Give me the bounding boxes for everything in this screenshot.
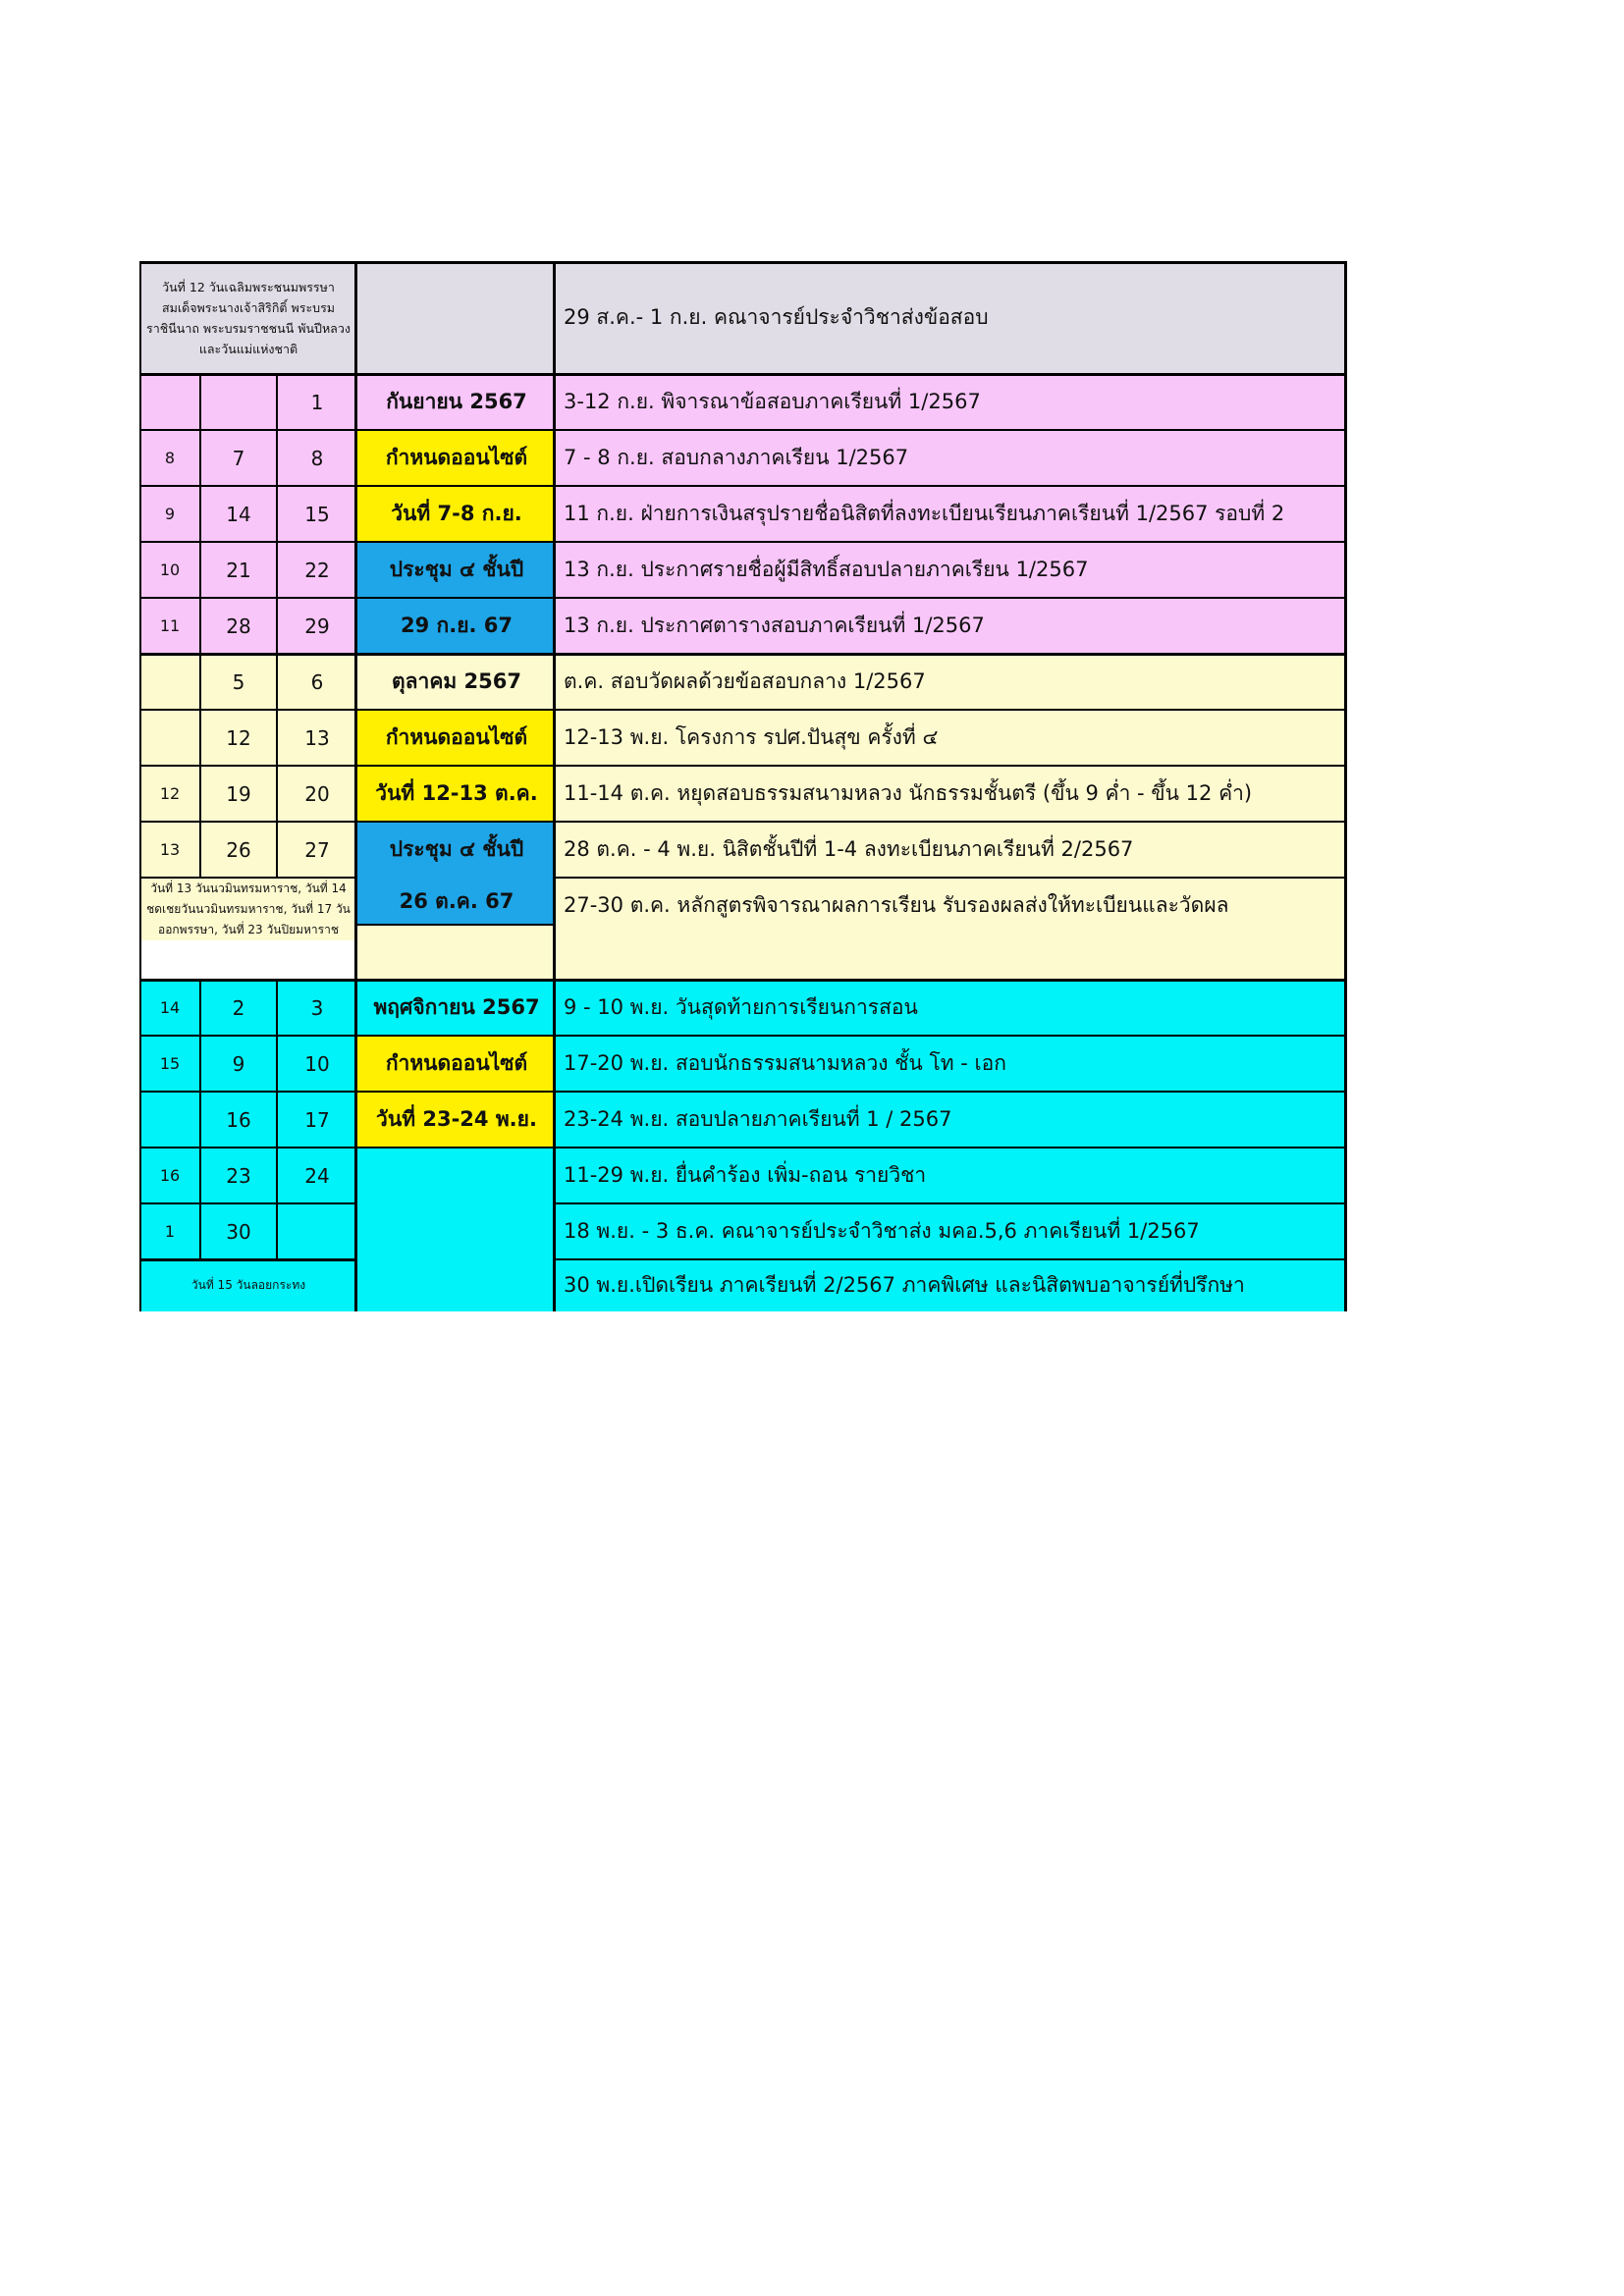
grid-line	[199, 980, 201, 1259]
week-number-cell: 10	[139, 542, 200, 598]
day-cell: 21	[200, 542, 277, 598]
day-cell: 12	[200, 710, 277, 766]
week-number-cell: 15	[139, 1036, 200, 1092]
holiday-note: วันที่ 15 วันลอยกระทง	[139, 1259, 357, 1311]
grid-line	[139, 429, 1347, 431]
grid-line	[139, 1202, 357, 1204]
week-number-cell: 11	[139, 598, 200, 654]
event-text: 7 - 8 ก.ย. สอบกลางภาคเรียน 1/2567	[556, 430, 1347, 486]
event-text: 9 - 10 พ.ย. วันสุดท้ายการเรียนการสอน	[556, 980, 1347, 1036]
month-cell: วันที่ 7-8 ก.ย.	[357, 486, 556, 542]
grid-line	[139, 373, 1347, 376]
grid-line	[556, 877, 1347, 879]
day-cell	[200, 374, 277, 430]
day-cell: 8	[277, 430, 357, 486]
week-number-cell: 13	[139, 822, 200, 878]
day-cell: 7	[200, 430, 277, 486]
day-cell: 26	[200, 822, 277, 878]
grid-line	[139, 485, 1347, 487]
event-text: 11-14 ต.ค. หยุดสอบธรรมสนามหลวง นักธรรมชั้นตรี (ขึ้น 9 ค่ำ - ขึ้น 12 ค่ำ)	[556, 766, 1347, 822]
grid-line	[139, 709, 1347, 711]
event-text: 13 ก.ย. ประกาศตารางสอบภาคเรียนที่ 1/2567	[556, 598, 1347, 654]
day-cell: 3	[277, 980, 357, 1036]
week-number-cell	[139, 654, 200, 710]
grid-line	[276, 980, 278, 1259]
week-number-cell: 16	[139, 1148, 200, 1203]
day-cell: 16	[200, 1092, 277, 1148]
event-text: 3-12 ก.ย. พิจารณาข้อสอบภาคเรียนที่ 1/2567	[556, 374, 1347, 430]
event-text: 30 พ.ย.เปิดเรียน ภาคเรียนที่ 2/2567 ภาคพิเศษ และนิสิตพบอาจารย์ที่ปรึกษา	[556, 1259, 1347, 1311]
grid-line	[354, 261, 357, 1311]
day-cell: 2	[200, 980, 277, 1036]
day-cell: 1	[277, 374, 357, 430]
month-cell: กันยายน 2567	[357, 374, 556, 430]
grid-line	[553, 261, 556, 1311]
grid-line	[139, 877, 357, 879]
event-text: 28 ต.ค. - 4 พ.ย. นิสิตชั้นปีที่ 1-4 ลงทะเบียนภาคเรียนที่ 2/2567	[556, 822, 1347, 878]
month-cell	[357, 1203, 556, 1259]
day-cell: 9	[200, 1036, 277, 1092]
grid-line	[139, 1091, 1347, 1093]
day-cell: 19	[200, 766, 277, 822]
event-text: 17-20 พ.ย. สอบนักธรรมสนามหลวง ชั้น โท - เอก	[556, 1036, 1347, 1092]
day-cell: 22	[277, 542, 357, 598]
day-cell: 24	[277, 1148, 357, 1203]
week-number-cell: 9	[139, 486, 200, 542]
academic-calendar-table	[139, 261, 1347, 1311]
month-cell: กำหนดออนไซต์	[357, 1036, 556, 1092]
event-text: 29 ส.ค.- 1 ก.ย. คณาจารย์ประจำวิชาส่งข้อสอบ	[556, 261, 1347, 374]
week-number-cell: 14	[139, 980, 200, 1036]
grid-line	[139, 597, 1347, 599]
day-cell: 6	[277, 654, 357, 710]
day-cell: 30	[200, 1203, 277, 1259]
grid-line	[139, 261, 1347, 264]
event-text: 18 พ.ย. - 3 ธ.ค. คณาจารย์ประจำวิชาส่ง มคอ.5,6 ภาคเรียนที่ 1/2567	[556, 1203, 1347, 1259]
month-cell: วันที่ 23-24 พ.ย.	[357, 1092, 556, 1148]
event-text: 12-13 พ.ย. โครงการ รปศ.ปันสุข ครั้งที่ ๔	[556, 710, 1347, 766]
month-cell: 26 ต.ค. 67	[357, 878, 556, 925]
grid-line	[1344, 261, 1347, 1311]
week-number-cell	[139, 374, 200, 430]
month-cell: กำหนดออนไซต์	[357, 430, 556, 486]
grid-line	[139, 541, 1347, 543]
grid-line	[556, 1202, 1347, 1204]
day-cell: 28	[200, 598, 277, 654]
grid-line	[139, 765, 1347, 767]
grid-line	[139, 261, 141, 1311]
holiday-note: วันที่ 12 วันเฉลิมพระชนมพรรษา สมเด็จพระนางเจ้าสิริกิติ์ พระบรมราชินีนาถ พระบรมราชชนนี พันปีหลวง และวันแม่แห่งชาติ	[139, 261, 357, 374]
day-cell: 23	[200, 1148, 277, 1203]
month-cell: ประชุม ๔ ชั้นปี	[357, 542, 556, 598]
grid-line	[199, 374, 201, 878]
grid-line	[139, 1258, 357, 1261]
day-cell: 15	[277, 486, 357, 542]
event-text: 27-30 ต.ค. หลักสูตรพิจารณาผลการเรียน รับรองผลส่งให้ทะเบียนและวัดผล	[556, 878, 1347, 980]
grid-line	[139, 1147, 1347, 1148]
grid-line	[357, 924, 556, 926]
grid-line	[139, 1035, 1347, 1037]
day-cell: 14	[200, 486, 277, 542]
week-number-cell: 1	[139, 1203, 200, 1259]
day-cell: 20	[277, 766, 357, 822]
month-cell: 29 ก.ย. 67	[357, 598, 556, 654]
day-cell: 17	[277, 1092, 357, 1148]
event-text: 11-29 พ.ย. ยื่นคำร้อง เพิ่ม-ถอน รายวิชา	[556, 1148, 1347, 1203]
month-cell	[357, 1148, 556, 1203]
day-cell: 29	[277, 598, 357, 654]
month-cell: พฤศจิกายน 2567	[357, 980, 556, 1036]
day-cell: 13	[277, 710, 357, 766]
month-cell: ประชุม ๔ ชั้นปี	[357, 822, 556, 878]
day-cell: 27	[277, 822, 357, 878]
month-cell: ตุลาคม 2567	[357, 654, 556, 710]
grid-line	[139, 979, 1347, 982]
month-cell	[357, 1259, 556, 1311]
day-cell: 5	[200, 654, 277, 710]
month-cell	[357, 261, 556, 374]
event-text: ต.ค. สอบวัดผลด้วยข้อสอบกลาง 1/2567	[556, 654, 1347, 710]
week-number-cell: 12	[139, 766, 200, 822]
day-cell	[277, 1203, 357, 1259]
holiday-note: วันที่ 13 วันนวมินทรมหาราช, วันที่ 14 ชดเชยวันนวมินทรมหาราช, วันที่ 17 วันออกพรรษา, วันที่ 23 วันปิยมหาราช	[139, 878, 357, 940]
event-text: 13 ก.ย. ประกาศรายชื่อผู้มีสิทธิ์สอบปลายภาคเรียน 1/2567	[556, 542, 1347, 598]
week-number-cell	[139, 710, 200, 766]
event-text: 23-24 พ.ย. สอบปลายภาคเรียนที่ 1 / 2567	[556, 1092, 1347, 1148]
month-cell: วันที่ 12-13 ต.ค.	[357, 766, 556, 822]
event-text: 11 ก.ย. ฝ่ายการเงินสรุปรายชื่อนิสิตที่ลงทะเบียนเรียนภาคเรียนที่ 1/2567 รอบที่ 2	[556, 486, 1347, 542]
grid-line	[139, 653, 1347, 656]
week-number-cell: 8	[139, 430, 200, 486]
week-number-cell	[139, 1092, 200, 1148]
grid-line	[276, 374, 278, 878]
month-cell: กำหนดออนไซต์	[357, 710, 556, 766]
grid-line	[556, 1258, 1347, 1260]
day-cell: 10	[277, 1036, 357, 1092]
grid-line	[139, 821, 1347, 823]
month-cell-blank	[357, 925, 556, 980]
